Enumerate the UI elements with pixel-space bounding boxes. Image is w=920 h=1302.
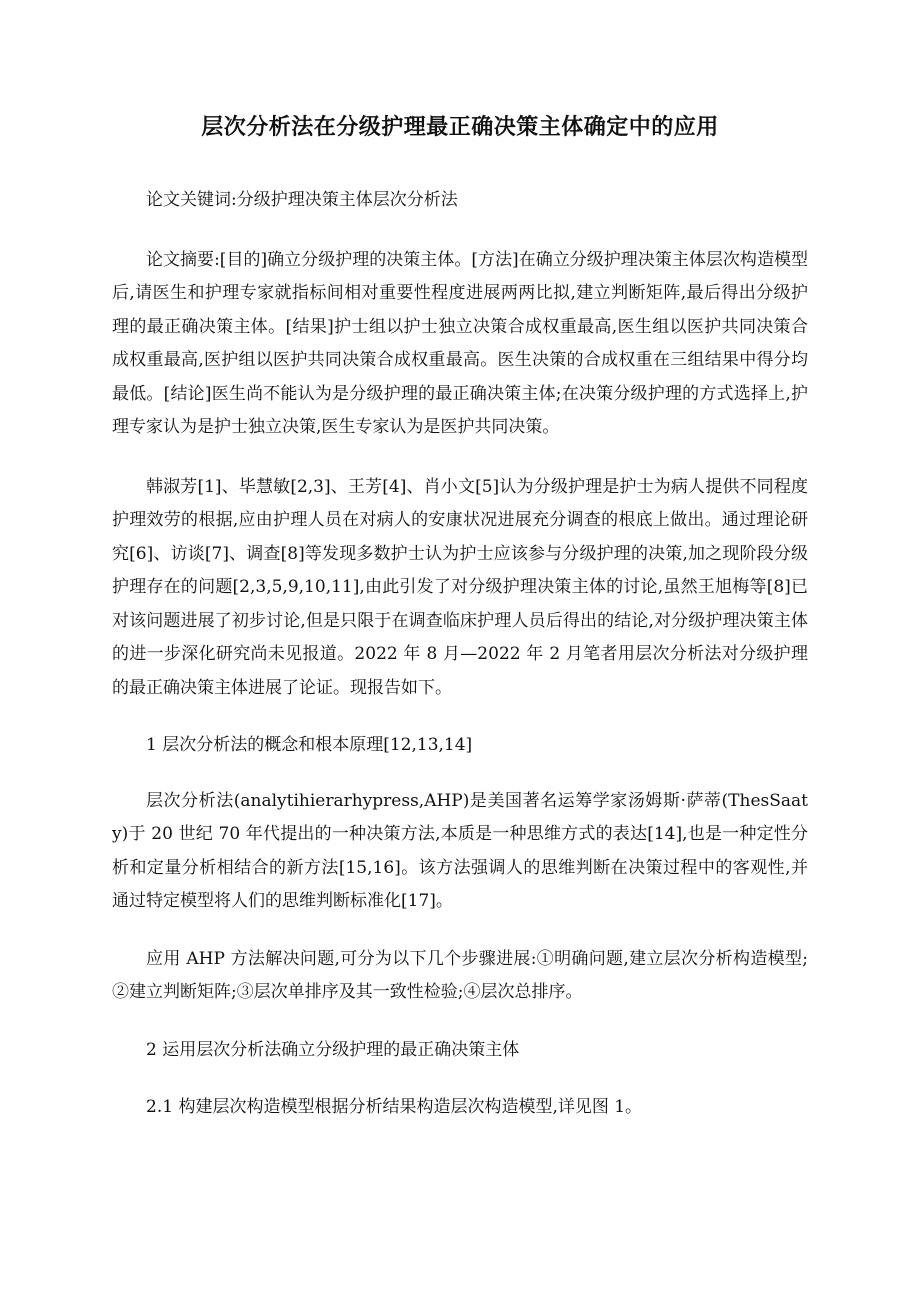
intro-paragraph: 韩淑芳[1]、毕慧敏[2,3]、王芳[4]、肖小文[5]认为分级护理是护士为病人提供不同程度护理效劳的根据,应由护理人员在对病人的安康状况进展充分调查的根底上做出。通过理论研究[6]、访谈[7]、调查[8]等发现多数护士认为护士应该参与分级护理的决策,加之现阶段分级护理存在的问题[2,3,5,9,10,11],由此引发了对分级护理决策主体的讨论,虽然王旭梅等[8]已对该问题进展了初步讨论,但是只限于在调查临床护理人员后得出的结论,对分级护理决策主体的进一步深化研究尚未见报道。2022 年 8 月—2022 年 2 月笔者用层次分析法对分级护理的最正确决策主体进展了论证。现报告如下。 (112, 476, 808, 698)
section-1-heading: 1 层次分析法的概念和根本原理[12,13,14] (146, 735, 473, 755)
section-1-paragraph-ahp-steps: 应用 AHP 方法解决问题,可分为以下几个步骤进展:①明确问题,建立层次分析构造模型;②建立判断矩阵;③层次单排序及其一致性检验;④层次总排序。 (112, 948, 808, 1002)
document-page (112, 0, 808, 1125)
paper-title: 层次分析法在分级护理最正确决策主体确定中的应用 (201, 115, 719, 140)
section-1-paragraph-ahp-definition: 层次分析法(analytihierarhypress,AHP)是美国著名运筹学家汤姆斯·萨蒂(ThesSaaty)于 20 世纪 70 年代提出的一种决策方法,本质是一种思维方式的表达[14],也是一种定性分析和定量分析相结合的新方法[15,16]。该方法强调人的思维判断在决策过程中的客观性,并通过特定模型将人们的思维判断标准化[17]。 (112, 790, 808, 911)
section-2-heading: 2 运用层次分析法确立分级护理的最正确决策主体 (146, 1039, 520, 1060)
keywords-paragraph: 论文关键词:分级护理决策主体层次分析法 (146, 190, 458, 210)
abstract-paragraph: 论文摘要:[目的]确立分级护理的决策主体。[方法]在确立分级护理决策主体层次构造模型后,请医生和护理专家就指标间相对重要性程度进展两两比拟,建立判断矩阵,最后得出分级护理的最正确决策主体。[结果]护士组以护士独立决策合成权重最高,医生组以医护共同决策合成权重最高,医护组以医护共同决策合成权重最高。医生决策的合成权重在三组结果中得分均最低。[结论]医生尚不能认为是分级护理的最正确决策主体;在决策分级护理的方式选择上,护理专家认为是护士独立决策,医生专家认为是医护共同决策。 (112, 249, 808, 437)
section-2-1-heading: 2.1 构建层次构造模型根据分析结果构造层次构造模型,详见图 1。 (146, 1097, 643, 1117)
